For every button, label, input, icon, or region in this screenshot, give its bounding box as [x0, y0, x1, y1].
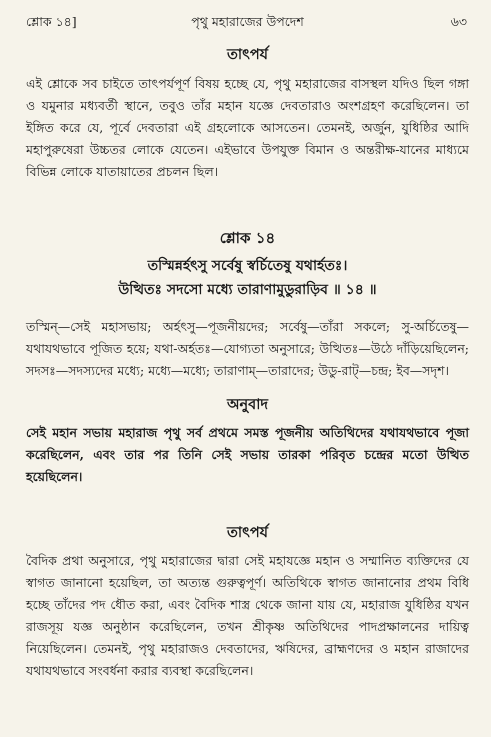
synonyms-paragraph: তস্মিন্—সেই মহাসভায়; অর্হৎসু—পূজনীয়দের; সর্বেষু—তাঁরা সকলে; সু-অর্চিতেষু—যথাযথভাবে পূজিত হয়ে; যথা-অর্হতঃ—যোগ্যতা অনুসারে; উত্থিতঃ—উঠে দাঁড়িয়েছিলেন; সদসঃ—সদস্যদের মধ্যে; মধ্যে—মধ্যে; তারাণাম্—তারাদের; উডু-রাট্—চন্দ্র; ইব—সদৃশ।: [26, 319, 469, 378]
verse-line-1: তস্মিন্নর্হৎসু সর্বেষু স্বর্চিতেষু যথার্হতঃ।: [147, 258, 348, 274]
header-chapter-title: পৃথু মহারাজের উপদেশ: [191, 14, 304, 29]
purport-heading-2: তাৎপর্য: [226, 524, 269, 541]
book-page: [0, 10, 491, 737]
header-verse-ref: শ্লোক ১৪]: [26, 14, 77, 29]
running-header: [26, 10, 469, 36]
purport-heading: তাৎপর্য: [226, 46, 269, 63]
verse-number: শ্লোক ১৪: [219, 229, 276, 247]
translation-heading: অনুবাদ: [226, 396, 269, 413]
purport-paragraph-2: বৈদিক প্রথা অনুসারে, পৃথু মহারাজের দ্বারা সেই মহাযজ্ঞে মহান ও সম্মানিত ব্যক্তিদের যে স্বাগত জানানো হয়েছিল, তা অত্যন্ত গুরুত্বপূর্ণ। অতিথিকে স্বাগত জানানোর প্রথম বিধি হচ্ছে তাঁদের পদ ধৌত করা, এবং বৈদিক শাস্ত্র থেকে জানা যায় যে, মহারাজ যুধিষ্ঠির যখন রাজসূয় যজ্ঞ অনুষ্ঠান করেছিলেন, তখন শ্রীকৃষ্ণ অতিথিদের পাদপ্রক্ষালনের দায়িত্ব নিয়েছিলেন। তেমনই, পৃথু মহারাজও দেবতাদের, ঋষিদের, ব্রাহ্মণদের ও মহান রাজাদের যথাযথভাবে সংবর্ধনা করার ব্যবস্থা করেছিলেন।: [26, 553, 469, 678]
verse-line-2: উত্থিতঃ সদসো মধ্যে তারাণামুডুরাড়িব ॥ ১৪ ॥: [118, 282, 377, 298]
purport-paragraph: এই শ্লোকে সব চাইতে তাৎপর্যপূর্ণ বিষয় হচ্ছে যে, পৃথু মহারাজের বাসস্থল যদিও ছিল গঙ্গা ও যমুনার মধ্যবর্তী স্থানে, তবুও তাঁর মহান যজ্ঞে দেবতারাও অংশগ্রহণ করেছিলেন। তা ইঙ্গিত করে যে, পূর্বে দেবতারা এই গ্রহলোকে আসতেন। তেমনই, অর্জুন, যুধিষ্ঠির আদি মহাপুরুষেরা উচ্চতর লোকে যেতেন। এইভাবে উপযুক্ত বিমান ও অন্তরীক্ষ-যানের মাধ্যমে বিভিন্ন লোকে যাতায়াতের প্রচলন ছিল।: [26, 76, 469, 179]
translation-paragraph: সেই মহান সভায় মহারাজ পৃথু সর্ব প্রথমে সমস্ত পূজনীয় অতিথিদের যথাযথভাবে পূজা করেছিলেন, এবং তার পর তিনি সেই সভায় তারকা পরিবৃত চন্দ্রের মতো উত্থিত হয়েছিলেন।: [26, 425, 469, 484]
page-number: ৬৩: [450, 14, 467, 29]
